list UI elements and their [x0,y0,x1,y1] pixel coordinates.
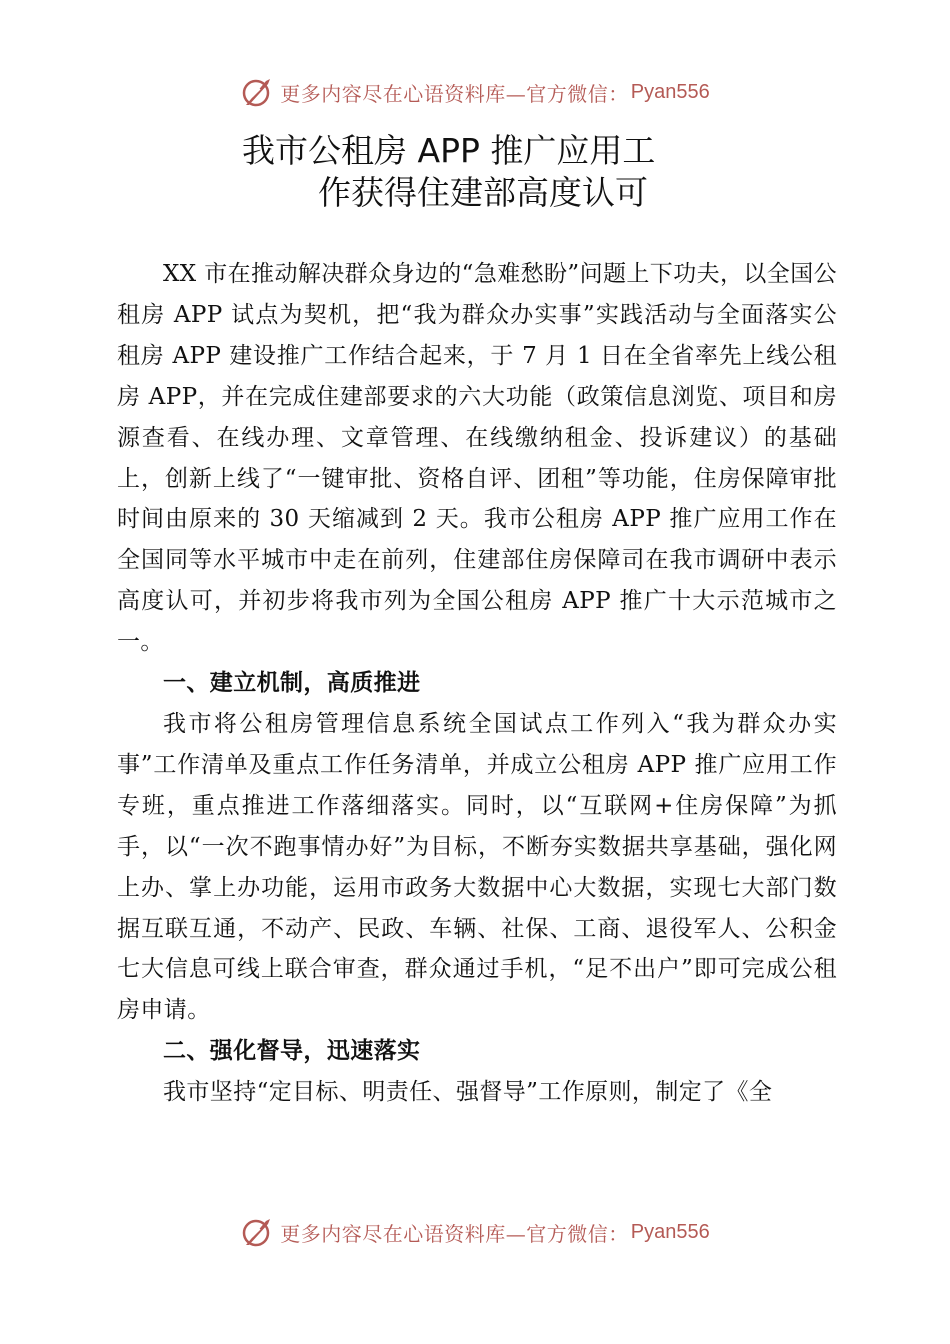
document-body [117,254,837,1113]
title-line-2: 作获得住建部高度认可 [318,173,648,212]
wechat-id: Pyan556 [630,80,710,103]
quill-logo-icon [240,75,274,109]
section-2-heading: 二、强化督导，迅速落实 [163,1038,421,1065]
watermark-text: 更多内容尽在心语资料库—官方微信： [280,81,629,106]
quill-logo-icon [240,1215,274,1249]
watermark-footer [0,1212,950,1252]
watermark-text: 更多内容尽在心语资料库—官方微信： [280,1221,629,1246]
section-1-paragraph: 我市将公租房管理信息系统全国试点工作列入“我为群众办实事”工作清单及重点工作任务清单，并成立公租房 APP 推广应用工作专班，重点推进工作落细落实。同时，以“互联网+住房保障”为抓手，以“一次不跑事情办好”为目标，不断夯实数据共享基础，强化网上办、掌上办功能，运用市政务大数据中心大数据，实现七大部门数据互联互通，不动产、民政、车辆、社保、工商、退役军人、公积金七大信息可线上联合审查，群众通过手机，“足不出户”即可完成公租房申请。 [117,710,837,1024]
section-1-heading: 一、建立机制，高质推进 [163,670,421,697]
intro-paragraph: XX 市在推动解决群众身边的“急难愁盼”问题上下功夫，以全国公租房 APP 试点为契机，把“我为群众办实事”实践活动与全面落实公租房 APP 建设推广工作结合起来，于 7 月 1 日在全省率先上线公租房 APP，并在完成住建部要求的六大功能（政策信息浏览、项目和房源查看、在线办理、文章管理、在线缴纳租金、投诉建议）的基础上，创新上线了“一键审批、资格自评、团租”等功能，住房保障审批时间由原来的 30 天缩减到 2 天。我市公租房 APP 推广应用工作在全国同等水平城市中走在前列，住建部住房保障司在我市调研中表示高度认可，并初步将我市列为全国公租房 APP 推广十大示范城市之一。 [117,261,837,656]
wechat-id: Pyan556 [630,1220,710,1243]
title-line-1: 我市公租房 APP 推广应用工 [242,131,656,170]
section-2-paragraph: 我市坚持“定目标、明责任、强督导”工作原则，制定了《全 [163,1079,773,1106]
watermark-header [0,72,950,112]
